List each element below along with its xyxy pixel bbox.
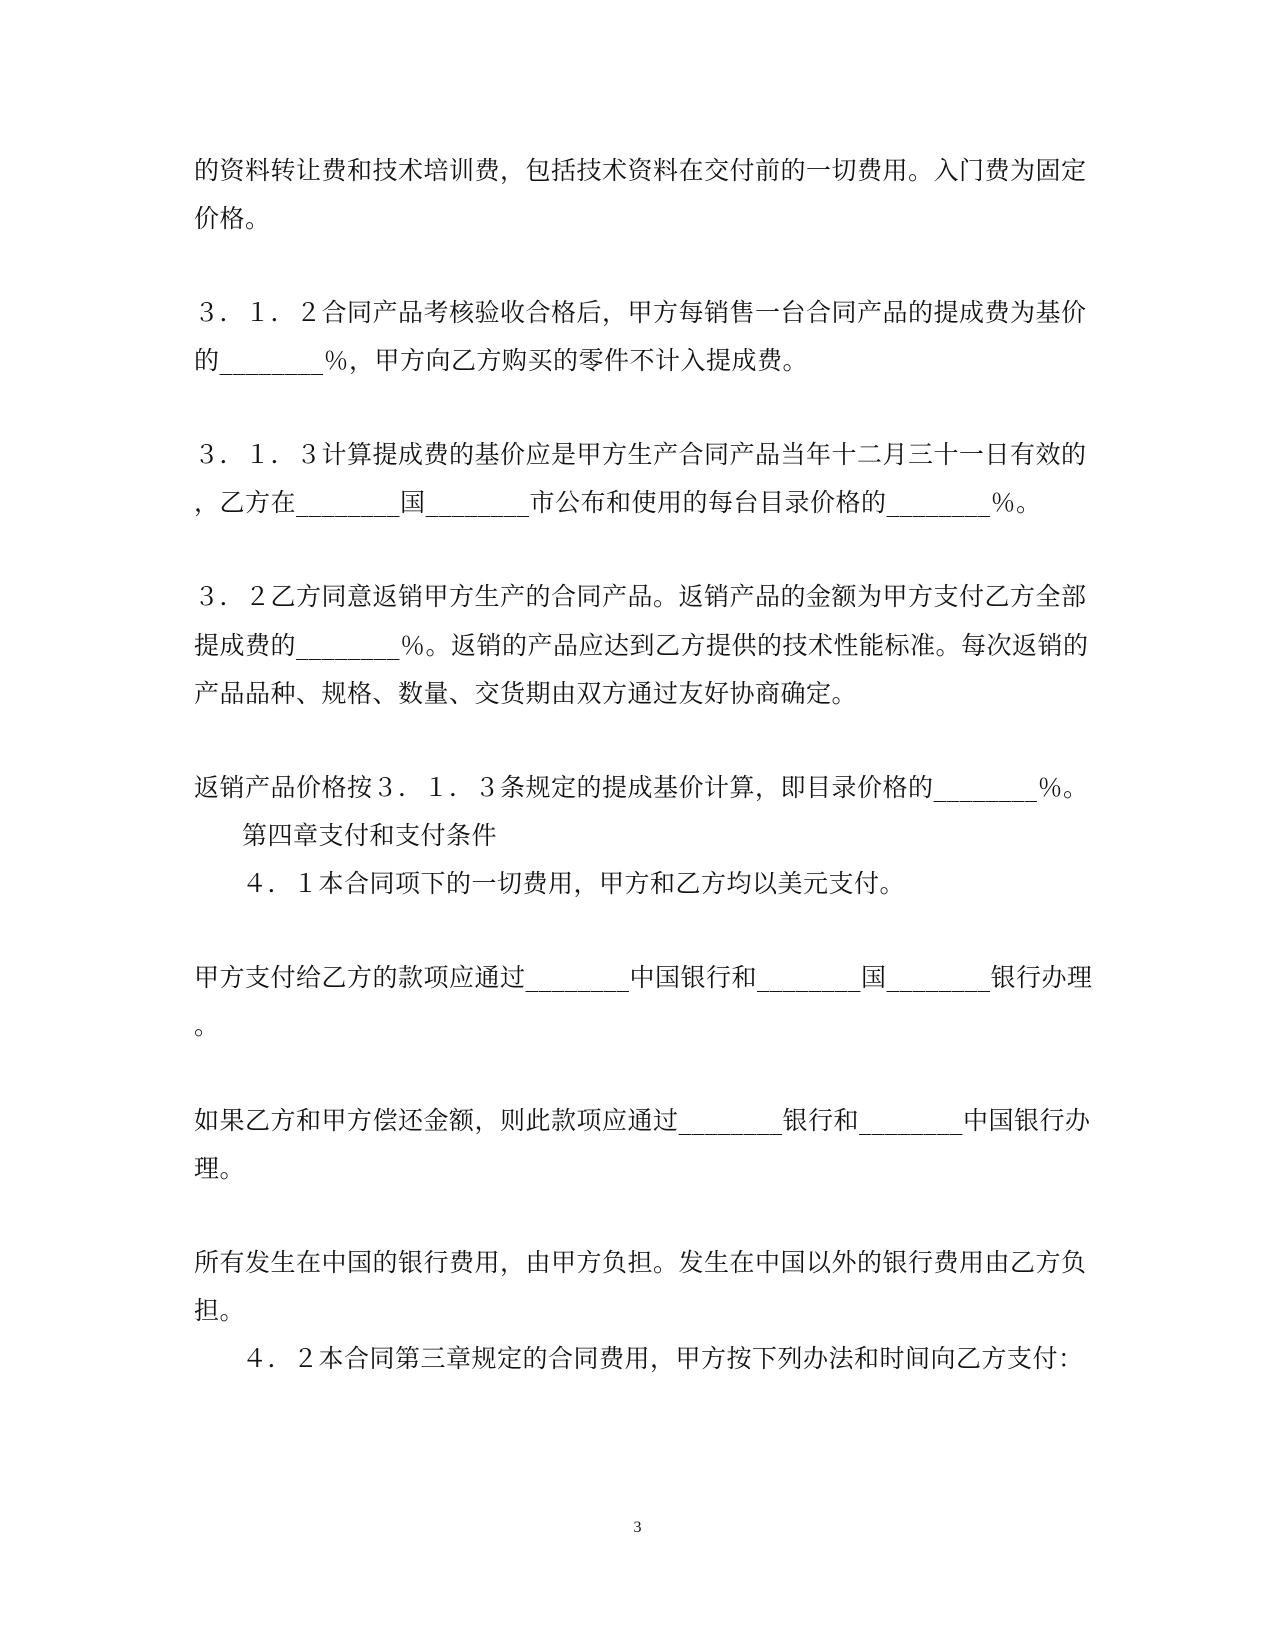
- chapter-heading: 第四章支付和支付条件: [242, 821, 498, 850]
- text-line: 甲方支付给乙方的款项应通过________中国银行和________国________银行办理: [194, 963, 1093, 992]
- text-line: 返销产品价格按３．１．３条规定的提成基价计算，即目录价格的________％。: [194, 773, 1089, 802]
- text-line: 担。: [194, 1296, 246, 1325]
- text-line: ４．１本合同项下的一切费用，甲方和乙方均以美元支付。: [242, 869, 906, 898]
- page-number: 3: [633, 1519, 642, 1536]
- text-line: 理。: [194, 1154, 246, 1183]
- text-line: 产品品种、规格、数量、交货期由双方通过友好协商确定。: [194, 679, 858, 708]
- text-line: 的资料转让费和技术培训费，包括技术资料在交付前的一切费用。入门费为固定: [194, 156, 1087, 185]
- text-line: ３．２乙方同意返销甲方生产的合同产品。返销产品的金额为甲方支付乙方全部: [194, 582, 1087, 611]
- text-line: ３．１．３计算提成费的基价应是甲方生产合同产品当年十二月三十一日有效的: [194, 440, 1087, 469]
- text-line: ４．２本合同第三章规定的合同费用，甲方按下列办法和时间向乙方支付：: [242, 1344, 1084, 1373]
- text-line: 所有发生在中国的银行费用，由甲方负担。发生在中国以外的银行费用由乙方负: [194, 1248, 1087, 1277]
- text-line: 。: [194, 1011, 220, 1040]
- text-line: ３．１．２合同产品考核验收合格后，甲方每销售一台合同产品的提成费为基价: [194, 298, 1087, 327]
- text-line: ，乙方在________国________市公布和使用的每台目录价格的________％。: [194, 488, 1042, 517]
- text-line: 提成费的________％。返销的产品应达到乙方提供的技术性能标准。每次返销的: [194, 631, 1089, 660]
- text-line: 价格。: [194, 204, 271, 233]
- text-line: 的________％，甲方向乙方购买的零件不计入提成费。: [194, 346, 809, 375]
- text-line: 如果乙方和甲方偿还金额，则此款项应通过________银行和________中国银行办: [194, 1106, 1091, 1135]
